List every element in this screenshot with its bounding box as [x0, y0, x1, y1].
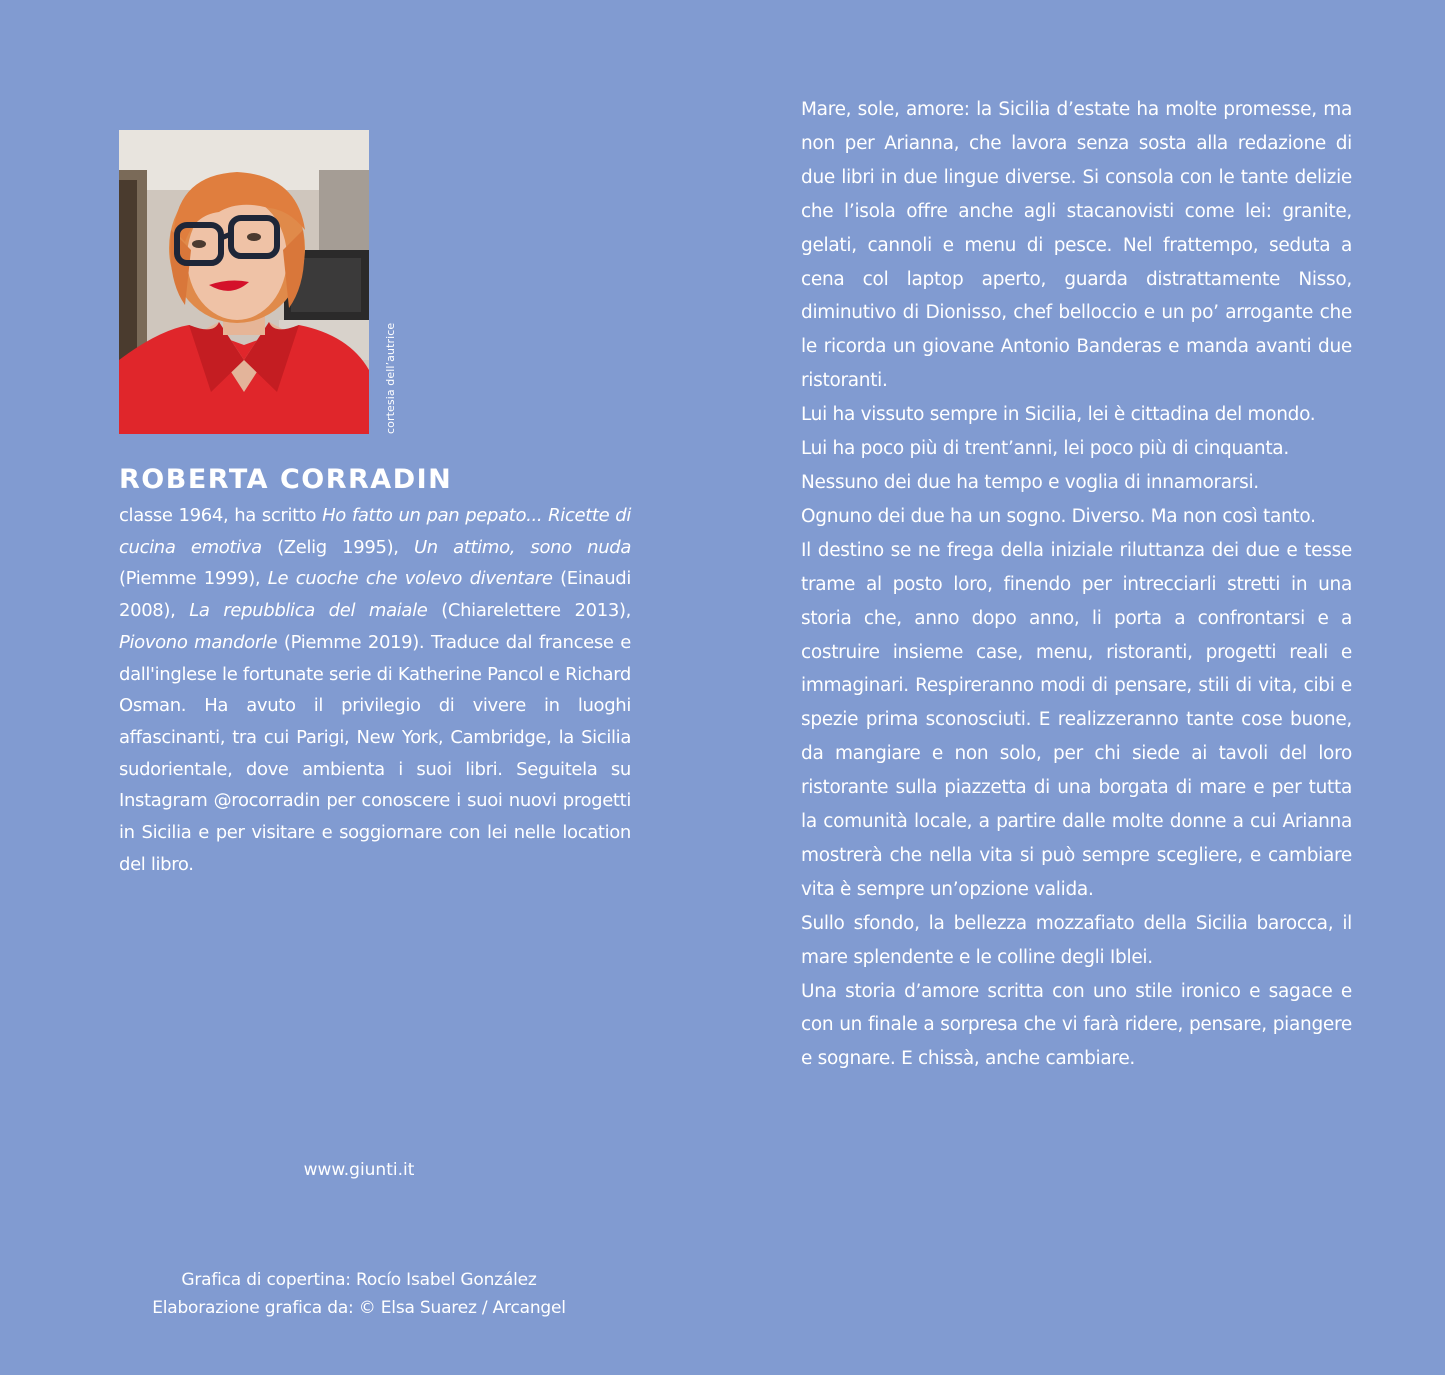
author-photo	[119, 130, 369, 434]
book-title: Ho fatto un pan pepato... Ricette di cucina emotiva	[119, 505, 631, 558]
blurb-paragraph: Il destino se ne frega della iniziale riluttanza dei due e tesse trame al posto loro, finendo per intrecciarli stretti in una storia che, anno dopo anno, li porta a confrontarsi e a costruire insieme case, menu, ristoranti, progetti reali e immaginari. Respireranno modi di pensare, stili di vita, cibi e spezie prima sconosciuti. E realizzeranno tante cose buone, da mangiare e non solo, per chi siede ai tavoli del loro ristorante sulla piazzetta di una borgata di mare e per tutta la comunità locale, a partire dalle molte donne a cui Arianna mostrerà che nella vita si può sempre scegliere, e cambiare vita è sempre un’opzione valida.	[801, 539, 1352, 900]
publisher-website[interactable]: www.giunti.it	[303, 1160, 415, 1180]
bio-text: (Piemme 2019). Traduce dal francese e dall'inglese le fortunate serie di Katherine Pancol e Richard Osman. Ha avuto il privilegio di vivere in luoghi affascinanti, tra cui Parigi, New York, Cambridge, la Sicilia sudorientale, dove ambienta i suoi libri. Seguitela su Instagram @rocorradin per conoscere i suoi nuovi progetti in Sicilia e per visitare e soggiornare con lei nelle location del libro.	[119, 631, 632, 875]
bio-text: (Chiarelettere 2013),	[427, 600, 631, 622]
blurb-paragraph: Ognuno dei due ha un sogno. Diverso. Ma non così tanto.	[801, 505, 1316, 527]
cover-design-credit: Grafica di copertina: Rocío Isabel González	[181, 1270, 537, 1290]
blurb-paragraph: Mare, sole, amore: la Sicilia d’estate ha molte promesse, ma non per Arianna, che lavora senza sosta alla redazione di due libri in due lingue diverse. Si consola con le tante delizie che l’isola offre anche agli stacanovisti come lei: granite, gelati, cannoli e menu di pesce. Nel frattempo, seduta a cena col laptop aperto, guarda distrattamente Nisso, diminutivo di Dionisso, chef belloccio e un po’ arrogante che le ricorda un giovane Antonio Banderas e manda avanti due ristoranti.	[801, 99, 1352, 392]
book-title: Le cuoche che volevo diventare	[267, 568, 553, 590]
author-bio	[119, 500, 631, 880]
photo-credit: cortesia dell’autrice	[384, 322, 397, 434]
bio-text: (Piemme 1999),	[119, 568, 268, 590]
bio-text: classe 1964, ha scritto	[119, 505, 323, 526]
cover-credits	[140, 1266, 578, 1322]
book-title: Un attimo, sono nuda	[413, 536, 632, 558]
book-title: Piovono mandorle	[119, 631, 278, 653]
blurb-paragraph: Una storia d’amore scritta con uno stile ironico e sagace e con un finale a sorpresa che vi farà ridere, pensare, piangere e sognare. E chissà, anche cambiare.	[801, 980, 1352, 1070]
book-blurb	[801, 93, 1352, 1076]
blurb-paragraph: Lui ha poco più di trent’anni, lei poco più di cinquanta.	[801, 438, 1289, 460]
bio-text: (Einaudi 2008),	[119, 568, 631, 622]
author-name: ROBERTA CORRADIN	[119, 464, 453, 495]
book-title: La repubblica del maiale	[189, 600, 428, 622]
image-credit: Elaborazione grafica da: © Elsa Suarez / Arcangel	[152, 1298, 566, 1318]
blurb-paragraph: Nessuno dei due ha tempo e voglia di innamorarsi.	[801, 471, 1259, 493]
blurb-paragraph: Lui ha vissuto sempre in Sicilia, lei è cittadina del mondo.	[801, 404, 1316, 426]
blurb-paragraph: Sullo sfondo, la bellezza mozzafiato della Sicilia barocca, il mare splendente e le colline degli Iblei.	[801, 912, 1352, 968]
bio-text: (Zelig 1995),	[261, 536, 414, 558]
